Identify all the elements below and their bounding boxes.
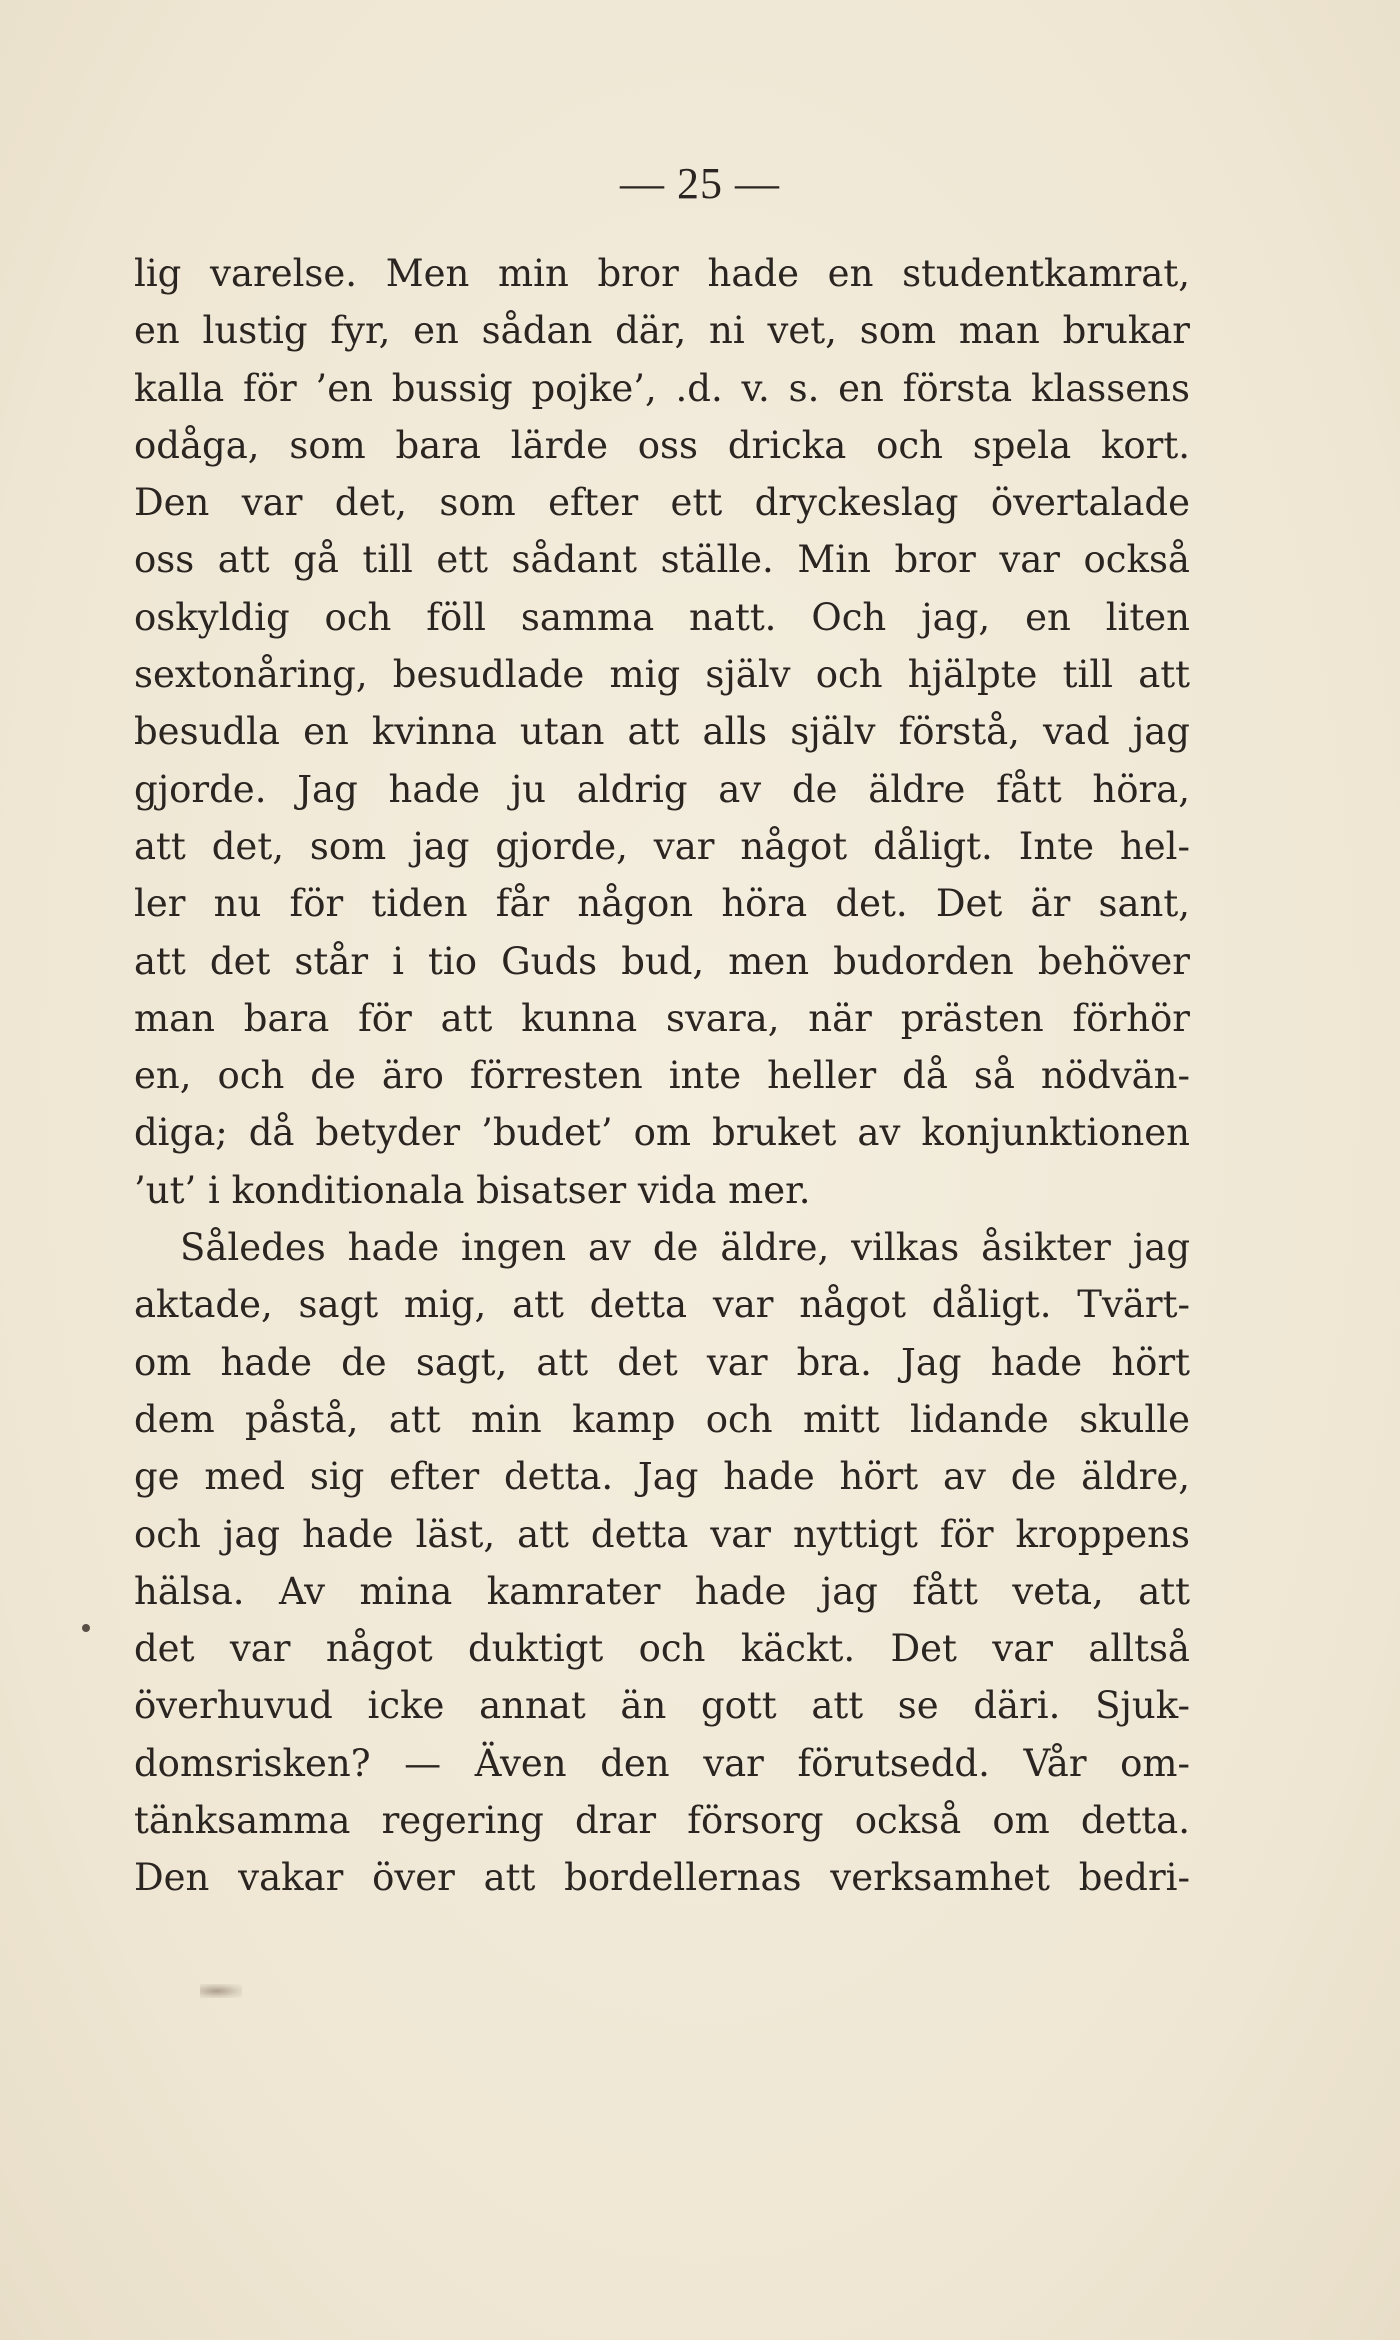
margin-mark [82, 1624, 90, 1632]
text-line: ’ut’ i konditionala bisatser vida mer. [134, 1168, 811, 1212]
text-line: oss att gå till ett sådant ställe. Min bror var också [134, 538, 1190, 582]
text-line: ge med sig efter detta. Jag hade hört av de äldre, [134, 1455, 1190, 1499]
text-line: oskyldig och föll samma natt. Och jag, en liten [134, 595, 1190, 639]
text-line: tänksamma regering drar försorg också om detta. [134, 1799, 1190, 1843]
text-line: det var något duktigt och käckt. Det var alltså [134, 1627, 1190, 1671]
text-line: sextonåring, besudlade mig själv och hjälpte till att [134, 653, 1190, 697]
text-line: hälsa. Av mina kamrater hade jag fått veta, att [134, 1569, 1190, 1613]
page-number: — 25 — [620, 159, 780, 208]
text-line: om hade de sagt, att det var bra. Jag hade hört [134, 1340, 1190, 1384]
text-line: kalla för ’en bussig pojke’, .d. v. s. en första klassens [134, 366, 1190, 410]
text-line: att det står i tio Guds bud, men budorden behöver [134, 939, 1190, 983]
text-line: diga; då betyder ’budet’ om bruket av konjunktionen [134, 1111, 1190, 1155]
text-line: Den var det, som efter ett dryckeslag övertalade [134, 481, 1190, 525]
text-line: dem påstå, att min kamp och mitt lidande skulle [134, 1397, 1190, 1441]
text-line: lig varelse. Men min bror hade en studentkamrat, [134, 252, 1190, 295]
text-line: gjorde. Jag hade ju aldrig av de äldre fått höra, [134, 767, 1190, 811]
text-line: och jag hade läst, att detta var nyttigt för kroppens [134, 1512, 1190, 1556]
text-line: överhuvud icke annat än gott att se däri. Sjuk- [134, 1684, 1190, 1728]
body-text [134, 245, 1190, 1907]
text-line: domsrisken? — Även den var förutsedd. Vår om- [134, 1741, 1190, 1785]
text-line: ler nu för tiden får någon höra det. Det är sant, [134, 882, 1190, 926]
text-line: Således hade ingen av de äldre, vilkas åsikter jag [180, 1226, 1190, 1270]
text-line: man bara för att kunna svara, när prästen förhör [134, 996, 1190, 1040]
text-line: att det, som jag gjorde, var något dåligt. Inte hel- [134, 824, 1190, 868]
text-line: aktade, sagt mig, att detta var något dåligt. Tvärt- [134, 1283, 1190, 1327]
text-line: odåga, som bara lärde oss dricka och spela kort. [134, 423, 1190, 467]
text-line: en, och de äro förresten inte heller då så nödvän- [134, 1054, 1190, 1098]
text-line: en lustig fyr, en sådan där, ni vet, som man brukar [134, 309, 1190, 353]
text-line: besudla en kvinna utan att alls själv förstå, vad jag [134, 710, 1190, 754]
ink-smudge [200, 1984, 242, 1998]
text-line: Den vakar över att bordellernas verksamhet bedri- [134, 1856, 1190, 1900]
